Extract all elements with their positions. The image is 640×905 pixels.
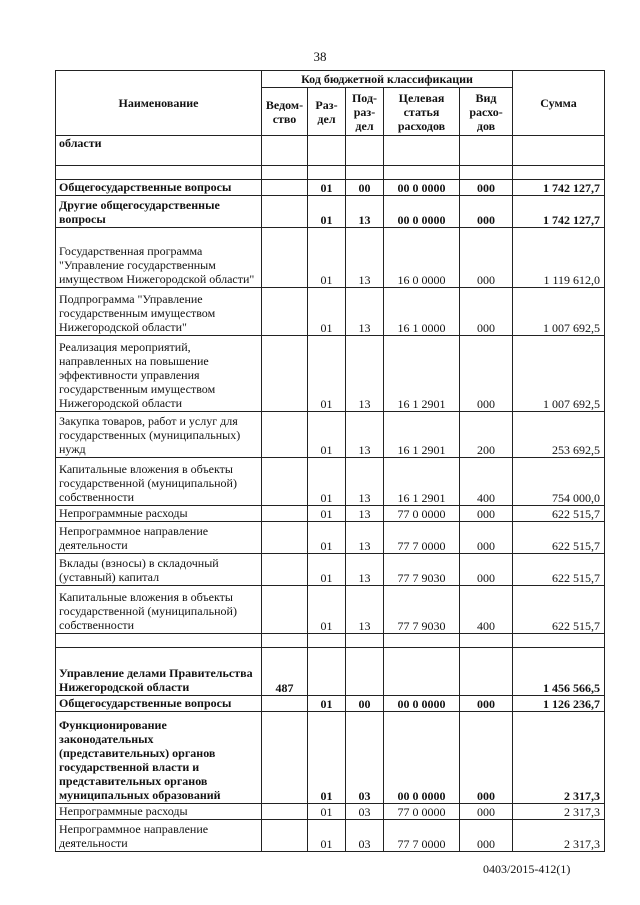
cell-podrazdel: 13: [346, 586, 384, 634]
header-vid-rashodov: Вид расхо-дов: [460, 88, 513, 136]
cell-vedomstvo: [262, 228, 308, 288]
cell-vid-rashodov: 000: [460, 196, 513, 228]
cell-podrazdel: 13: [346, 554, 384, 586]
cell-razdel: 01: [308, 336, 346, 412]
cell-podrazdel: 03: [346, 820, 384, 852]
header-celevaya-statya: Целевая статья расходов: [384, 88, 460, 136]
cell-celevaya-statya: [384, 648, 460, 696]
cell-podrazdel: 00: [346, 696, 384, 712]
cell-celevaya-statya: 77 7 9030: [384, 554, 460, 586]
cell-celevaya-statya: [384, 166, 460, 180]
table-row: [56, 412, 605, 458]
cell-razdel: 01: [308, 288, 346, 336]
cell-vedomstvo: [262, 180, 308, 196]
cell-vid-rashodov: [460, 648, 513, 696]
cell-sum: 622 515,7: [513, 586, 605, 634]
cell-razdel: 01: [308, 196, 346, 228]
cell-vedomstvo: [262, 554, 308, 586]
table-row: [56, 522, 605, 554]
cell-celevaya-statya: 00 0 0000: [384, 696, 460, 712]
cell-vedomstvo: [262, 522, 308, 554]
cell-sum: 622 515,7: [513, 506, 605, 522]
cell-sum: 1 742 127,7: [513, 196, 605, 228]
cell-vid-rashodov: [460, 136, 513, 166]
page-number: 38: [313, 49, 327, 64]
cell-celevaya-statya: 16 1 2901: [384, 336, 460, 412]
cell-vedomstvo: [262, 336, 308, 412]
cell-celevaya-statya: 00 0 0000: [384, 196, 460, 228]
cell-vid-rashodov: 000: [460, 712, 513, 804]
cell-podrazdel: 13: [346, 288, 384, 336]
cell-vedomstvo: [262, 196, 308, 228]
cell-vid-rashodov: 200: [460, 412, 513, 458]
cell-name: Общегосударственные вопросы: [56, 180, 262, 196]
cell-celevaya-statya: [384, 634, 460, 648]
cell-celevaya-statya: 77 7 0000: [384, 820, 460, 852]
cell-podrazdel: [346, 634, 384, 648]
cell-celevaya-statya: 77 7 0000: [384, 522, 460, 554]
cell-podrazdel: [346, 648, 384, 696]
cell-vedomstvo: [262, 506, 308, 522]
cell-razdel: 01: [308, 506, 346, 522]
cell-name: [56, 166, 262, 180]
cell-vid-rashodov: 000: [460, 820, 513, 852]
cell-podrazdel: 13: [346, 196, 384, 228]
cell-razdel: 01: [308, 696, 346, 712]
table-row: [56, 634, 605, 648]
cell-vedomstvo: [262, 166, 308, 180]
cell-razdel: 01: [308, 522, 346, 554]
cell-vedomstvo: [262, 804, 308, 820]
cell-name: Государственная программа "Управление государственным имуществом Нижегородской области": [56, 228, 262, 288]
cell-vedomstvo: [262, 634, 308, 648]
cell-vid-rashodov: [460, 166, 513, 180]
table-row: [56, 554, 605, 586]
cell-celevaya-statya: 16 1 2901: [384, 458, 460, 506]
cell-razdel: 01: [308, 804, 346, 820]
cell-name: Реализация мероприятий, направленных на повышение эффективности управления государственным имуществом Нижегородской области: [56, 336, 262, 412]
cell-name: [56, 634, 262, 648]
table-row: [56, 228, 605, 288]
cell-vedomstvo: 487: [262, 648, 308, 696]
cell-name: Общегосударственные вопросы: [56, 696, 262, 712]
cell-name: Вклады (взносы) в складочный (уставный) капитал: [56, 554, 262, 586]
table-row: [56, 180, 605, 196]
cell-razdel: 01: [308, 820, 346, 852]
cell-celevaya-statya: 00 0 0000: [384, 180, 460, 196]
cell-name: Капитальные вложения в объекты государственной (муниципальной) собственности: [56, 458, 262, 506]
cell-sum: 1 119 612,0: [513, 228, 605, 288]
cell-vedomstvo: [262, 586, 308, 634]
cell-name: Управление делами Правительства Нижегородской области: [56, 648, 262, 696]
table-row: [56, 196, 605, 228]
cell-vedomstvo: [262, 412, 308, 458]
budget-table: [55, 70, 605, 852]
table-row: [56, 166, 605, 180]
cell-sum: 2 317,3: [513, 712, 605, 804]
cell-sum: [513, 166, 605, 180]
cell-sum: 2 317,3: [513, 804, 605, 820]
cell-vedomstvo: [262, 136, 308, 166]
cell-vid-rashodov: 000: [460, 180, 513, 196]
cell-razdel: 01: [308, 712, 346, 804]
cell-vedomstvo: [262, 696, 308, 712]
cell-sum: 622 515,7: [513, 554, 605, 586]
header-classification-group: Код бюджетной классификации: [262, 71, 513, 88]
cell-name: Функционирование законодательных (представительных) органов государственной власти и представительных органов муниципальных образований: [56, 712, 262, 804]
cell-podrazdel: 03: [346, 712, 384, 804]
cell-name: Закупка товаров, работ и услуг для государственных (муниципальных) нужд: [56, 412, 262, 458]
cell-razdel: 01: [308, 458, 346, 506]
header-sum: Сумма: [513, 71, 605, 136]
cell-sum: 622 515,7: [513, 522, 605, 554]
cell-podrazdel: 13: [346, 458, 384, 506]
cell-razdel: 01: [308, 228, 346, 288]
cell-vid-rashodov: 000: [460, 804, 513, 820]
table-row: [56, 648, 605, 696]
cell-celevaya-statya: 16 1 0000: [384, 288, 460, 336]
cell-name: Непрограммное направление деятельности: [56, 820, 262, 852]
cell-razdel: 01: [308, 586, 346, 634]
table-row: [56, 506, 605, 522]
cell-celevaya-statya: 00 0 0000: [384, 712, 460, 804]
cell-vid-rashodov: 000: [460, 506, 513, 522]
table-row: [56, 712, 605, 804]
cell-sum: 1 742 127,7: [513, 180, 605, 196]
cell-razdel: [308, 648, 346, 696]
header-name: Наименование: [56, 71, 262, 136]
cell-podrazdel: 13: [346, 506, 384, 522]
cell-podrazdel: [346, 166, 384, 180]
cell-celevaya-statya: 16 0 0000: [384, 228, 460, 288]
cell-name: Непрограммные расходы: [56, 506, 262, 522]
table-row: [56, 696, 605, 712]
cell-vid-rashodov: 000: [460, 228, 513, 288]
cell-sum: 1 007 692,5: [513, 288, 605, 336]
cell-celevaya-statya: 77 0 0000: [384, 506, 460, 522]
cell-vid-rashodov: 000: [460, 522, 513, 554]
cell-podrazdel: 00: [346, 180, 384, 196]
cell-vid-rashodov: 000: [460, 554, 513, 586]
cell-sum: 1 007 692,5: [513, 336, 605, 412]
cell-name: Капитальные вложения в объекты государственной (муниципальной) собственности: [56, 586, 262, 634]
cell-vedomstvo: [262, 288, 308, 336]
table-body: [56, 136, 605, 852]
cell-razdel: [308, 634, 346, 648]
cell-sum: 754 000,0: [513, 458, 605, 506]
header-razdel: Раз-дел: [308, 88, 346, 136]
cell-name: Непрограммное направление деятельности: [56, 522, 262, 554]
cell-vedomstvo: [262, 458, 308, 506]
cell-name: Непрограммные расходы: [56, 804, 262, 820]
cell-podrazdel: 13: [346, 522, 384, 554]
cell-name: области: [56, 136, 262, 166]
table-row: [56, 288, 605, 336]
cell-razdel: [308, 166, 346, 180]
cell-razdel: 01: [308, 554, 346, 586]
table-row: [56, 336, 605, 412]
header-podrazdel: Под-раз-дел: [346, 88, 384, 136]
table-row: [56, 136, 605, 166]
cell-celevaya-statya: 16 1 2901: [384, 412, 460, 458]
cell-sum: 2 317,3: [513, 820, 605, 852]
table-row: [56, 820, 605, 852]
table-row: [56, 586, 605, 634]
cell-sum: 1 126 236,7: [513, 696, 605, 712]
cell-podrazdel: 13: [346, 336, 384, 412]
header-vedomstvo: Ведом-ство: [262, 88, 308, 136]
cell-celevaya-statya: 77 0 0000: [384, 804, 460, 820]
cell-name: Другие общегосударственные вопросы: [56, 196, 262, 228]
cell-podrazdel: 13: [346, 228, 384, 288]
cell-vid-rashodov: 000: [460, 336, 513, 412]
cell-celevaya-statya: 77 7 9030: [384, 586, 460, 634]
footer-code: 0403/2015-412(1): [483, 862, 571, 876]
cell-vid-rashodov: 000: [460, 288, 513, 336]
cell-vedomstvo: [262, 712, 308, 804]
cell-vedomstvo: [262, 820, 308, 852]
cell-sum: 1 456 566,5: [513, 648, 605, 696]
cell-sum: [513, 136, 605, 166]
cell-vid-rashodov: [460, 634, 513, 648]
cell-vid-rashodov: 400: [460, 458, 513, 506]
table-row: [56, 458, 605, 506]
cell-vid-rashodov: 400: [460, 586, 513, 634]
cell-sum: 253 692,5: [513, 412, 605, 458]
table-row: [56, 804, 605, 820]
cell-celevaya-statya: [384, 136, 460, 166]
cell-razdel: 01: [308, 180, 346, 196]
cell-sum: [513, 634, 605, 648]
cell-vid-rashodov: 000: [460, 696, 513, 712]
cell-podrazdel: [346, 136, 384, 166]
cell-razdel: 01: [308, 412, 346, 458]
cell-razdel: [308, 136, 346, 166]
cell-name: Подпрограмма "Управление государственным имуществом Нижегородской области": [56, 288, 262, 336]
cell-podrazdel: 03: [346, 804, 384, 820]
cell-podrazdel: 13: [346, 412, 384, 458]
